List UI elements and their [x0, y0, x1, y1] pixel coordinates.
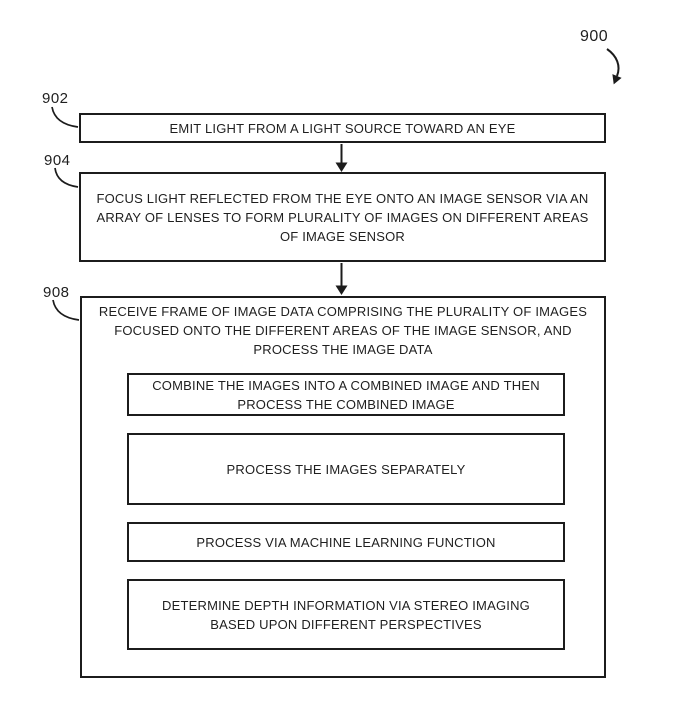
- flow-arrow-904-908: [336, 263, 348, 295]
- step-box-904: [79, 172, 606, 262]
- step-ref-904: 904: [44, 152, 71, 169]
- figure-ref-arrow: [607, 49, 622, 84]
- step-ref-908: 908: [43, 284, 70, 301]
- substep-box-910: [127, 373, 565, 416]
- flow-arrow-902-904: [336, 144, 348, 172]
- leader-904: [55, 168, 78, 187]
- substep-box-914: [127, 522, 565, 562]
- leader-902: [52, 107, 78, 127]
- substep-text-916: DETERMINE DEPTH INFORMATION VIA STEREO IMAGING BASED UPON DIFFERENT PERSPECTIVES: [162, 597, 530, 632]
- substep-box-916: [127, 579, 565, 650]
- step-box-902: [79, 113, 606, 143]
- substep-text-910: COMBINE THE IMAGES INTO A COMBINED IMAGE AND THEN PROCESS THE COMBINED IMAGE: [152, 377, 540, 412]
- step-text-904: FOCUS LIGHT REFLECTED FROM THE EYE ONTO AN IMAGE SENSOR VIA AN ARRAY OF LENSES TO FORM PLURALITY OF IMAGES ON DIFFERENT AREAS OF IMAGE SENSOR: [96, 190, 589, 244]
- step-text-908: RECEIVE FRAME OF IMAGE DATA COMPRISING THE PLURALITY OF IMAGES FOCUSED ONTO THE DIFFERENT AREAS OF THE IMAGE SENSOR, AND PROCESS THE IMAGE DATA: [98, 304, 588, 357]
- substep-text-912: PROCESS THE IMAGES SEPARATELY: [226, 461, 466, 477]
- step-ref-902: 902: [42, 90, 69, 107]
- leader-908: [53, 300, 79, 320]
- substep-text-914: PROCESS VIA MACHINE LEARNING FUNCTION: [196, 534, 496, 550]
- substep-box-912: [127, 433, 565, 505]
- step-text-902: EMIT LIGHT FROM A LIGHT SOURCE TOWARD AN EYE: [169, 120, 516, 136]
- figure-ref-label: 900: [580, 28, 609, 45]
